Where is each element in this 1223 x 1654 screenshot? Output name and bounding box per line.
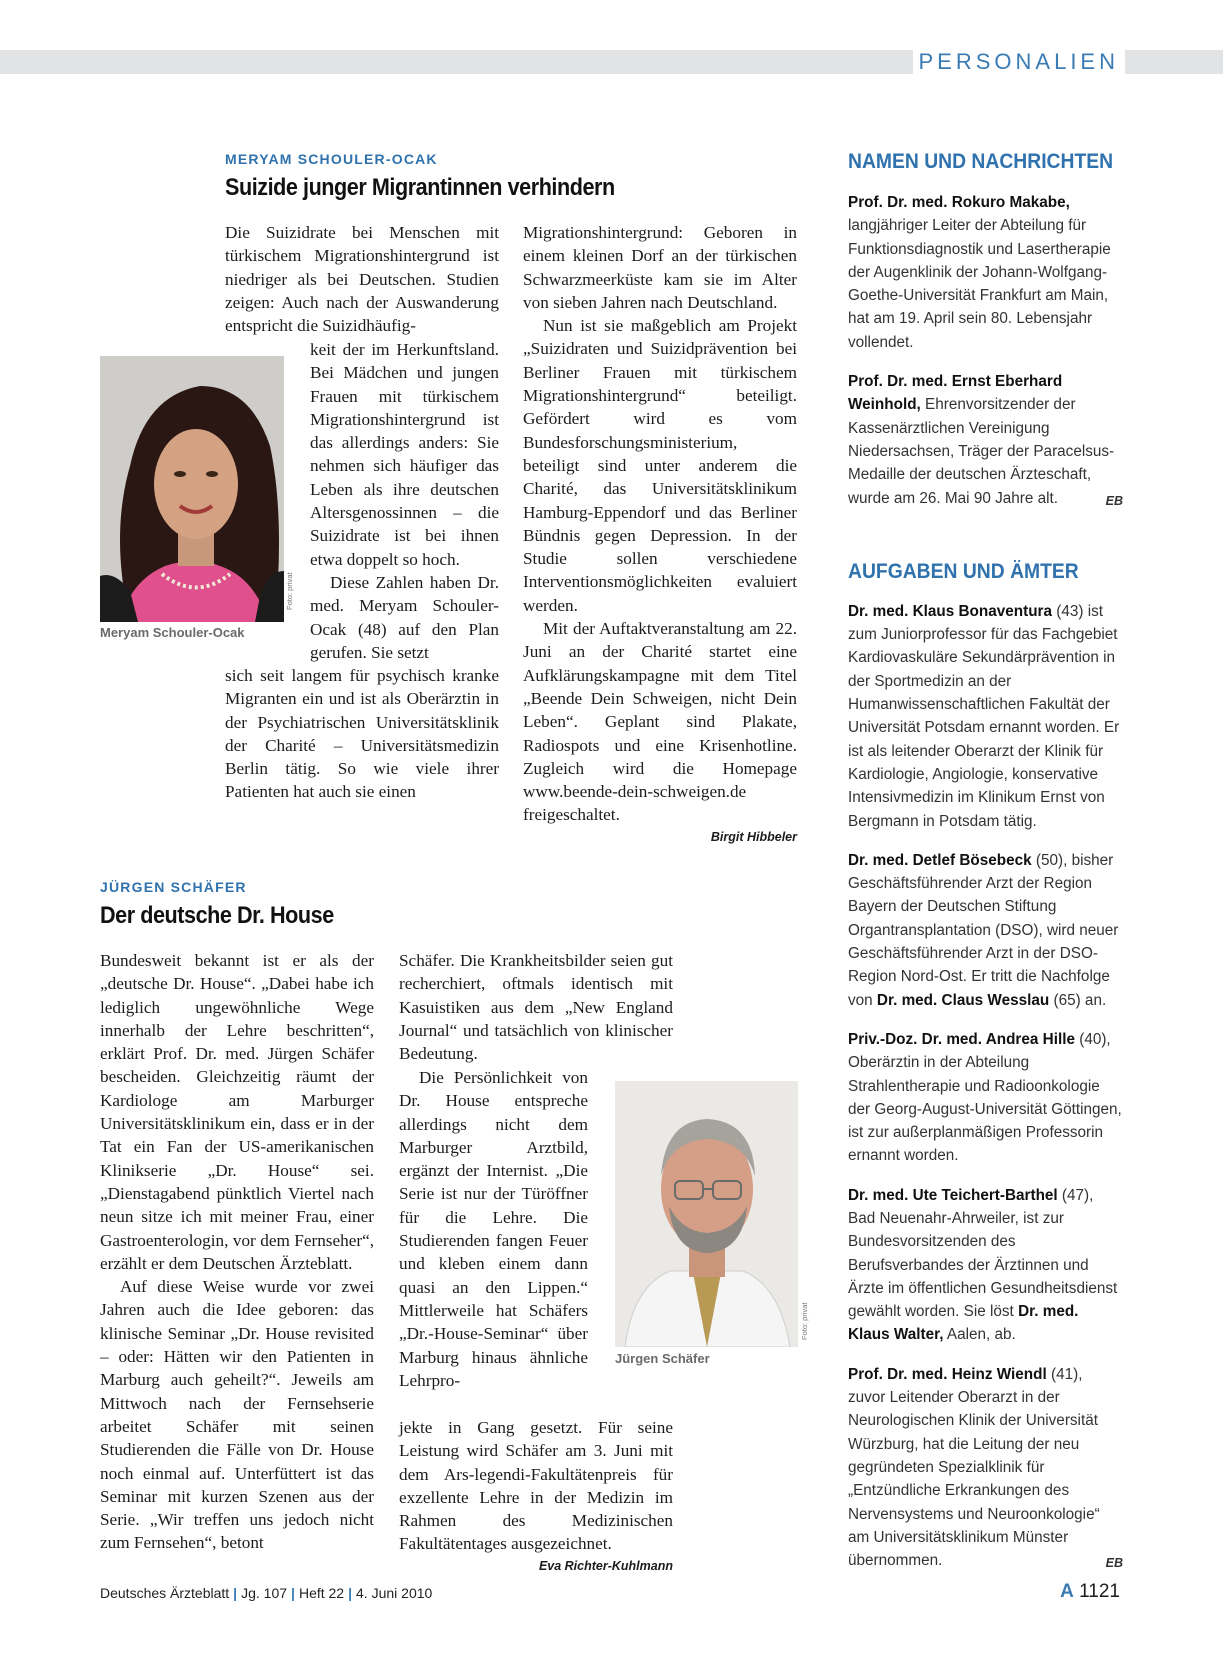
article2-col2-bottom: jekte in Gang gesetzt. Für seine Leistung wird Schäfer am 3. Juni mit dem Ars-legendi-Fakultätenpreis für exzellente Lehre in der Medizin im Rahmen des Medizinischen Fakultätentages ausgezeichnet. xyxy=(399,1418,673,1554)
article1-headline: Suizide junger Migrantinnen verhindern xyxy=(225,174,615,201)
article2-author: Eva Richter-Kuhlmann xyxy=(538,1558,673,1573)
article2-col2-top: Schäfer. Die Krankheitsbilder seien gut recherchiert, oftmals identisch mit Kasuistiken aus dem „New England Journal“ und tatsächlich von klinischer Bedeutung. xyxy=(399,951,673,1064)
article1-col1-wrap2: Diese Zahlen haben Dr. med. Meryam Schouler-Ocak (48) auf den Plan gerufen. Sie setzt xyxy=(310,573,499,662)
article1-col1-top: Die Suizidrate bei Menschen mit türkischem Migrationshintergrund ist niedriger als bei Deutschen. Studien zeigen: Auch nach der Auswanderung entspricht die Suizidhäufig- xyxy=(225,223,499,336)
article1-col2-p3: Mit der Auftaktveranstaltung am 22. Juni an der Charité startet eine Aufklärungskampagne mit dem Titel „Beende Dein Schweigen, nicht Dein Leben“. Geplant sind Plakate, Radiospots und eine Krisenhotline. Zugleich wird die Homepage www.beende-dein-schweigen.de freigeschaltet. xyxy=(523,619,797,825)
appointment-name: Dr. med. Claus Wesslau xyxy=(876,991,1050,1009)
appointment-name: Dr. med. Detlef Bösebeck xyxy=(848,851,1032,869)
footer-citation: Deutsches Ärzteblatt | Jg. 107 | Heft 22 | 4. Juni 2010 xyxy=(100,1585,433,1601)
article2-headline: Der deutsche Dr. House xyxy=(100,902,334,929)
article2-col1-p2: Auf diese Weise wurde vor zwei Jahren auch die Idee geboren: das klinische Seminar „Dr. House revisited – oder: Hätten wir den Patienten in Marburg auch geheilt?“. Jeweils am Mittwoch nach der Fernsehserie arbeitet Schäfer mit seinen Studierenden die Fälle von Dr. House noch einmal auf. Unterfüttert ist das Seminar mit kurzen Szenen aus der Serie. „Wir treffen uns jedoch nicht zum Fernsehen“, betont xyxy=(100,1277,374,1553)
appointment-entry xyxy=(848,1184,1123,1347)
section-label: PERSONALIEN xyxy=(913,50,1126,74)
article2-col2-wrap: Die Persönlichkeit von Dr. House entspreche allerdings nicht dem Marburger Arztbild, ergänzt der Internist. „Die Serie ist nur der Türöffner für die Lehre. Die Studierenden fangen Feuer und kleben einem dann quasi an den Lippen.“ Mittlerweile hat Schäfers „Dr.-House-Seminar“ über Marburg hinaus ähnliche Lehrpro- xyxy=(399,1068,588,1390)
article1-col1-bottom: sich seit langem für psychisch kranke Migranten ein und ist als Oberärztin in der Psychiatrischen Universitätsklinik der Charité – Universitätsmedizin Berlin tätig. So wie viele ihrer Patienten hat auch sie einen xyxy=(225,666,499,802)
news-signature: EB xyxy=(1105,493,1123,508)
appointment-text: (41), zuvor Leitender Oberarzt in der Neurologischen Klinik der Universität Würzburg, hat die Leitung der neu gegründeten Spezialklinik für „Entzündliche Erkrankungen des Nervensystems und Neuroonkologie“ am Universitätsklinikum Münster übernommen. xyxy=(848,1365,1100,1570)
article2-col1-p1: Bundesweit bekannt ist er als der „deutsche Dr. House“. „Dabei habe ich lediglich ungewöhnliche Wege innerhalb der Lehre beschritten“, erklärt Prof. Dr. med. Jürgen Schäfer bescheiden. Gleichzeitig räumt der Kardiologe am Marburger Universitätsklinikum ein, dass er in der Tat ein Fan der US-amerikanischen Klinikserie „Dr. House“ sei. „Dienstagabend pünktlich Viertel nach neun sitze ich mit meiner Frau, einer Gastroenterologin, vor dem Fernseher“, erzählt er dem Deutschen Ärzteblatt. xyxy=(100,951,374,1273)
appointment-text: (43) ist zum Juniorprofessor für das Fachgebiet Kardiovaskuläre Sekundärprävention in der Sportmedizin an der Humanwissenschaftlichen Fakultät der Universität Potsdam ernannt worden. Er ist als leitender Oberarzt der Klinik für Kardiologie, Angiologie, konservative Intensivmedizin im Klinikum Ernst von Bergmann in Potsdam tätig. xyxy=(848,602,1120,830)
sidebar-heading-appointments: AUFGABEN UND ÄMTER xyxy=(848,559,1079,583)
article2-col1 xyxy=(100,949,374,1555)
news-entry xyxy=(848,370,1123,510)
appointment-name: Priv.-Doz. Dr. med. Andrea Hille xyxy=(848,1030,1075,1048)
journal-date: 4. Juni 2010 xyxy=(356,1585,433,1601)
appointment-name: Dr. med. Ute Teichert-Barthel xyxy=(848,1186,1058,1204)
appointment-text: Aalen, ab. xyxy=(943,1326,1016,1344)
photo-caption: Meryam Schouler-Ocak xyxy=(100,625,245,640)
journal-name: Deutsches Ärzteblatt xyxy=(100,1585,230,1601)
article1-col2 xyxy=(523,221,797,844)
appointment-text: (40), Oberärztin in der Abteilung Strahlentherapie und Radioonkologie der Georg-August-Universität Göttingen, ist zur außerplanmäßigen Professorin ernannt worden. xyxy=(848,1030,1122,1165)
journal-issue: Heft 22 xyxy=(298,1585,345,1601)
appointment-text: (65) an. xyxy=(1049,991,1107,1009)
appointment-name: Dr. med. Klaus Bonaventura xyxy=(848,602,1053,620)
appointment-text: (47), Bad Neuenahr-Ahrweiler, ist zur Bundesvorsitzenden des Berufsverbandes der Ärztinnen und Ärzte im öffentlichen Gesundheitsdienst gewählt worden. Sie löst xyxy=(848,1186,1118,1321)
appointment-entry xyxy=(848,1363,1123,1573)
news-entry-text: Ehrenvorsitzender der Kassenärztlichen Vereinigung Niedersachsen, Träger der Paracelsus-Medaille der deutschen Ärzteschaft, wurde am 26. Mai 90 Jahre alt. xyxy=(848,396,1115,507)
appointments-signature: EB xyxy=(1105,1556,1123,1571)
article2-kicker: JÜRGEN SCHÄFER xyxy=(100,879,247,895)
photo-caption: Jürgen Schäfer xyxy=(615,1351,710,1366)
article1-col1-wrap: keit der im Herkunftsland. Bei Mädchen und jungen Frauen mit türkischem Migrationshintergrund ist das allerdings anders: Sie nehmen sich häufiger das Leben als ihre deutschen Altersgenossinnen – die Suizidrate ist bei ihnen etwa doppelt so hoch. xyxy=(310,340,499,569)
article1-author: Birgit Hibbeler xyxy=(710,829,797,844)
sidebar-heading-news: NAMEN UND NACHRICHTEN xyxy=(848,150,1114,173)
appointment-name: Prof. Dr. med. Heinz Wiendl xyxy=(848,1365,1047,1383)
photo-credit: Foto: privat xyxy=(285,572,294,610)
page-prefix: A xyxy=(1060,1581,1074,1602)
appointment-entry xyxy=(848,600,1123,833)
article2-col2-bottom-block xyxy=(399,1416,673,1573)
journal-volume: Jg. 107 xyxy=(241,1585,288,1601)
news-entry-text: langjähriger Leiter der Abteilung für Funktionsdiagnostik und Lasertherapie der Augenklinik der Johann-Wolfgang-Goethe-Universität Frankfurt am Main, hat am 19. April sein 80. Lebensjahr vollendet. xyxy=(848,217,1111,351)
news-entry-name: Prof. Dr. med. Rokuro Makabe, xyxy=(848,194,1070,211)
photo-credit: Foto: privat xyxy=(800,1302,809,1340)
article1-kicker: MERYAM SCHOULER-OCAK xyxy=(225,151,438,167)
appointment-entry xyxy=(848,849,1123,1012)
page-number xyxy=(1060,1581,1120,1603)
news-entry-name: Prof. Dr. med. Ernst Eberhard Weinhold, xyxy=(848,373,1063,414)
portrait-photo-schaefer xyxy=(615,1081,798,1347)
article1-col2-p1: Migrationshintergrund: Geboren in einem kleinen Dorf an der türkischen Schwarzmeerküste kam sie im Alter von sieben Jahren nach Deutschland. xyxy=(523,223,797,312)
appointment-name: Dr. med. Klaus Walter, xyxy=(848,1303,1079,1344)
appointment-entry xyxy=(848,1028,1123,1168)
portrait-photo-schouler-ocak xyxy=(100,356,284,622)
news-entry xyxy=(848,191,1123,354)
page-number-value: 1121 xyxy=(1079,1581,1120,1602)
sidebar xyxy=(848,150,1123,1575)
appointment-text: (50), bisher Geschäftsführender Arzt der Region Bayern der Deutschen Stiftung Organtransplantation (DSO), wird neuer Geschäftsführender Arzt in der DSO-Region Nord-Ost. Er tritt die Nachfolge von xyxy=(848,851,1119,1009)
article1-col2-p2: Nun ist sie maßgeblich am Projekt „Suizidraten und Suizidprävention bei Berliner Frauen mit türkischem Migrationshintergrund“ beteiligt. Gefördert wird es vom Bundesforschungsministerium, beteiligt sind unter anderem die Charité, das Universitätsklinikum Hamburg-Eppendorf und das Berliner Bündnis gegen Depression. In der Studie sollen verschiedene Interventionsmöglichkeiten evaluiert werden. xyxy=(523,316,797,615)
